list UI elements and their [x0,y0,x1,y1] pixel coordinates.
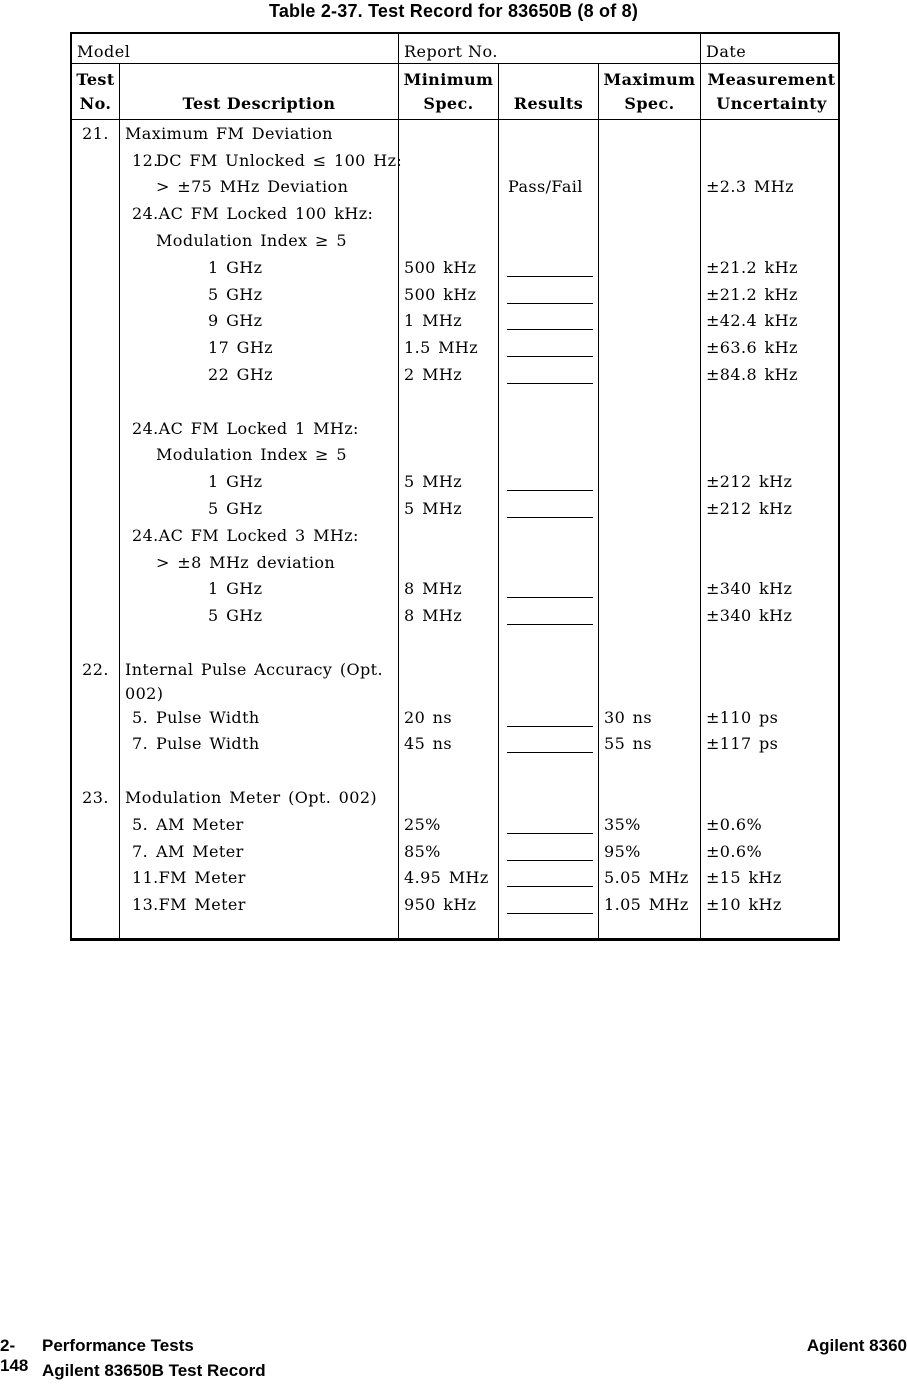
header-maximum-spec: Maximum Spec. [599,64,701,119]
results-cell [499,838,599,865]
results-cell [499,656,599,683]
results-cell [499,784,599,811]
min-spec-cell [399,757,499,784]
test-no-cell [72,147,120,174]
max-spec-cell [599,757,701,784]
fill-in-line [507,383,593,384]
uncertainty-cell: ±2.3 MHz [706,177,794,197]
results-cell [499,549,599,576]
table-row [72,120,838,147]
fill-in-line [507,303,593,304]
test-no-cell: 22. [72,656,120,683]
test-no-cell [72,281,120,308]
max-spec-cell [599,415,701,442]
test-no-cell [72,308,120,335]
description-cell: 5 GHz [120,495,399,522]
fill-in-line [507,517,593,518]
uncertainty-cell [701,442,842,469]
description-cell: 17 GHz [120,334,399,361]
min-spec-cell [399,174,499,201]
results-cell [499,308,599,335]
uncertainty-cell [701,147,842,174]
description-cell [120,891,399,918]
header-test-description: Test Description [120,64,399,119]
uncertainty-cell: ±84.8 kHz [706,365,798,385]
fill-in-line [507,726,593,727]
description-cell: Internal Pulse Accuracy (Opt. [120,656,399,683]
min-spec-cell [399,629,499,656]
step-number: 7. [132,734,149,754]
description-cell: 1 GHz [120,254,399,281]
table-row [72,602,838,629]
table-row [72,254,838,281]
table-row [72,704,838,731]
table-row [72,227,838,254]
empty-cell [120,918,399,938]
step-number: 24. [132,525,159,545]
max-spec-cell [599,200,701,227]
min-spec-cell [399,549,499,576]
fill-in-line [507,886,593,887]
uncertainty-cell: ±340 kHz [706,606,793,626]
uncertainty-cell: ±340 kHz [706,579,793,599]
test-no-cell [72,254,120,281]
results-cell [499,891,599,918]
description-cell [120,415,399,442]
table-row [72,334,838,361]
table-row [72,522,838,549]
results-cell [499,334,599,361]
table-row [72,784,838,811]
table-row [72,731,838,758]
min-spec-cell [399,656,499,683]
test-no-cell [72,415,120,442]
description-cell [120,811,399,838]
date-cell: Date [706,42,747,61]
results-cell [499,683,599,704]
max-spec-cell [599,174,701,201]
uncertainty-cell: ±10 kHz [706,895,782,915]
results-cell [499,174,599,201]
description-text: AC FM Locked 3 MHz: [158,525,359,545]
test-no-cell [72,811,120,838]
max-spec-cell [599,576,701,603]
max-spec-cell: 35% [599,811,701,838]
test-record-table [70,32,840,941]
description-text: AM Meter [156,841,244,861]
description-cell [120,388,399,415]
max-spec-cell [599,254,701,281]
table-row [72,361,838,388]
empty-cell [499,918,599,938]
uncertainty-cell [701,784,842,811]
uncertainty-cell [701,549,842,576]
results-cell [499,415,599,442]
results-cell [499,757,599,784]
description-cell: 5 GHz [120,281,399,308]
test-no-cell [72,576,120,603]
uncertainty-cell: ±15 kHz [706,868,782,888]
max-spec-cell [599,120,701,147]
results-cell [499,576,599,603]
results-cell [499,468,599,495]
test-no-cell [72,174,120,201]
uncertainty-cell: ±21.2 kHz [706,257,798,277]
table-row [72,865,838,892]
max-spec-cell [599,784,701,811]
description-cell: > ±8 MHz deviation [120,549,399,576]
results-cell [499,731,599,758]
uncertainty-cell [701,522,842,549]
results-cell [499,495,599,522]
min-spec-cell: 45 ns [399,731,499,758]
results-cell [499,388,599,415]
header-results: Results [499,64,599,119]
description-cell [120,838,399,865]
description-text: FM Meter [158,868,246,888]
max-spec-cell [599,147,701,174]
results-cell [499,865,599,892]
test-no-cell [72,838,120,865]
fill-in-line [507,913,593,914]
info-header-row [72,34,838,64]
min-spec-cell: 5 MHz [399,495,499,522]
min-spec-cell: 5 MHz [399,468,499,495]
max-spec-cell: 30 ns [599,704,701,731]
table-row [72,442,838,469]
table-row [72,281,838,308]
test-no-cell [72,602,120,629]
min-spec-cell: 2 MHz [399,361,499,388]
uncertainty-cell [701,227,842,254]
test-no-cell [72,442,120,469]
table-row [72,415,838,442]
results-cell [499,704,599,731]
description-cell [120,757,399,784]
uncertainty-cell: ±110 ps [706,707,779,727]
results-cell [499,200,599,227]
max-spec-cell [599,361,701,388]
max-spec-cell [599,442,701,469]
uncertainty-cell [701,415,842,442]
description-cell: > ±75 MHz Deviation [120,174,399,201]
min-spec-cell [399,147,499,174]
test-no-cell [72,704,120,731]
page-number: 2-148 [0,1336,29,1375]
max-spec-cell: 55 ns [599,731,701,758]
max-spec-cell [599,281,701,308]
table-row [72,757,838,784]
max-spec-cell [599,656,701,683]
step-number: 24. [132,204,159,224]
description-cell: 002) [120,683,399,704]
description-cell [120,522,399,549]
results-cell [499,522,599,549]
report-no-cell: Report No. [399,34,701,63]
description-cell [120,704,399,731]
results-cell [499,629,599,656]
uncertainty-cell: ±212 kHz [706,472,793,492]
min-spec-cell: 500 kHz [399,254,499,281]
test-no-cell [72,227,120,254]
step-number: 7. [132,841,149,861]
min-spec-cell [399,388,499,415]
uncertainty-cell [701,757,842,784]
test-no-cell [72,629,120,656]
empty-cell [72,918,120,938]
description-cell: 9 GHz [120,308,399,335]
uncertainty-cell: ±0.6% [706,814,763,834]
table-row [72,629,838,656]
results-cell [499,227,599,254]
header-minimum-spec: Minimum Spec. [399,64,499,119]
description-text: AM Meter [156,814,244,834]
column-header-row [72,64,838,120]
test-no-cell [72,495,120,522]
results-cell [499,361,599,388]
min-spec-cell: 8 MHz [399,602,499,629]
test-no-cell [72,683,120,704]
test-no-cell: 23. [72,784,120,811]
step-number: 5. [132,707,149,727]
max-spec-cell: 5.05 MHz [599,865,701,892]
uncertainty-cell: ±117 ps [706,734,779,754]
description-cell: 1 GHz [120,468,399,495]
step-number: 24. [132,418,159,438]
max-spec-cell: 95% [599,838,701,865]
table-row [72,576,838,603]
test-no-cell [72,891,120,918]
description-cell [120,147,403,174]
table-body [72,120,838,938]
results-cell [499,442,599,469]
description-text: DC FM Unlocked ≤ 100 Hz: [156,150,403,170]
min-spec-cell [399,415,499,442]
fill-in-line [507,276,593,277]
min-spec-cell [399,442,499,469]
description-cell [120,629,399,656]
description-text: FM Meter [158,895,246,915]
description-text: AC FM Locked 100 kHz: [158,204,374,224]
test-no-cell [72,865,120,892]
fill-in-line [507,329,593,330]
description-cell [120,731,399,758]
table-row [72,549,838,576]
uncertainty-cell: ±0.6% [706,841,763,861]
max-spec-cell [599,683,701,704]
description-cell: Maximum FM Deviation [120,120,399,147]
min-spec-cell [399,120,499,147]
max-spec-cell [599,468,701,495]
max-spec-cell [599,629,701,656]
description-cell [120,200,399,227]
step-number: 12. [132,150,159,170]
min-spec-cell: 1 MHz [399,308,499,335]
results-cell [499,811,599,838]
uncertainty-cell: ±212 kHz [706,499,793,519]
table-row [72,838,838,865]
table-row-filler [72,918,838,938]
header-measurement-uncertainty: Measurement Uncertainty [707,70,836,113]
uncertainty-cell: ±42.4 kHz [706,311,798,331]
min-spec-cell [399,200,499,227]
fill-in-line [507,624,593,625]
min-spec-cell [399,227,499,254]
min-spec-cell: 20 ns [399,704,499,731]
model-cell: Model [72,34,399,63]
uncertainty-cell [701,629,842,656]
results-cell [499,281,599,308]
step-number: 13. [132,895,159,915]
test-no-cell [72,549,120,576]
min-spec-cell: 25% [399,811,499,838]
test-no-cell [72,200,120,227]
test-no-cell: 21. [72,120,120,147]
max-spec-cell: 1.05 MHz [599,891,701,918]
uncertainty-cell: ±63.6 kHz [706,338,798,358]
min-spec-cell: 500 kHz [399,281,499,308]
description-text: Pulse Width [156,707,260,727]
step-number: 5. [132,814,149,834]
fill-in-line [507,597,593,598]
description-cell [120,865,399,892]
fill-in-line [507,356,593,357]
table-row [72,683,838,704]
results-cell [499,254,599,281]
fill-in-line [507,833,593,834]
min-spec-cell: 1.5 MHz [399,334,499,361]
description-cell: 1 GHz [120,576,399,603]
description-cell: Modulation Index ≥ 5 [120,442,399,469]
table-row [72,200,838,227]
test-no-cell [72,388,120,415]
max-spec-cell [599,549,701,576]
empty-cell [399,918,499,938]
min-spec-cell: 85% [399,838,499,865]
table-row [72,388,838,415]
table-row [72,656,838,683]
table-row [72,308,838,335]
max-spec-cell [599,334,701,361]
min-spec-cell: 4.95 MHz [399,865,499,892]
table-row [72,811,838,838]
description-cell: Modulation Index ≥ 5 [120,227,399,254]
min-spec-cell [399,784,499,811]
fill-in-line [507,752,593,753]
table-row [72,147,838,174]
table-row [72,495,838,522]
table-title: Table 2-37. Test Record for 83650B (8 of 8) [268,1,639,21]
test-no-cell [72,757,120,784]
empty-cell [599,918,701,938]
max-spec-cell [599,308,701,335]
test-no-cell [72,361,120,388]
max-spec-cell [599,602,701,629]
uncertainty-cell: ±21.2 kHz [706,284,798,304]
fill-in-line [507,490,593,491]
table-row [72,891,838,918]
test-no-cell [72,334,120,361]
table-row [72,468,838,495]
min-spec-cell [399,522,499,549]
test-no-cell [72,522,120,549]
empty-cell [701,918,842,938]
results-cell [499,120,599,147]
min-spec-cell: 950 kHz [399,891,499,918]
description-text: Pulse Width [156,734,260,754]
results-cell [499,147,599,174]
footer-section: Performance Tests [42,1336,194,1355]
table-row [72,174,838,201]
step-number: 11. [132,868,159,888]
test-no-cell [72,468,120,495]
max-spec-cell [599,495,701,522]
results-text: Pass/Fail [508,177,583,197]
description-cell: 22 GHz [120,361,399,388]
min-spec-cell [399,683,499,704]
uncertainty-cell [701,120,842,147]
description-cell: Modulation Meter (Opt. 002) [120,784,399,811]
uncertainty-cell [701,200,842,227]
results-cell [499,602,599,629]
fill-in-line [507,860,593,861]
min-spec-cell: 8 MHz [399,576,499,603]
uncertainty-cell [701,388,842,415]
max-spec-cell [599,522,701,549]
uncertainty-cell [701,683,842,704]
uncertainty-cell [701,656,842,683]
footer-subsection: Agilent 83650B Test Record [42,1361,266,1380]
footer-right: Agilent 8360 [806,1336,907,1355]
description-text: AC FM Locked 1 MHz: [158,418,359,438]
header-test-no: Test No. [72,64,120,119]
description-cell: 5 GHz [120,602,399,629]
max-spec-cell [599,388,701,415]
test-no-cell [72,731,120,758]
max-spec-cell [599,227,701,254]
